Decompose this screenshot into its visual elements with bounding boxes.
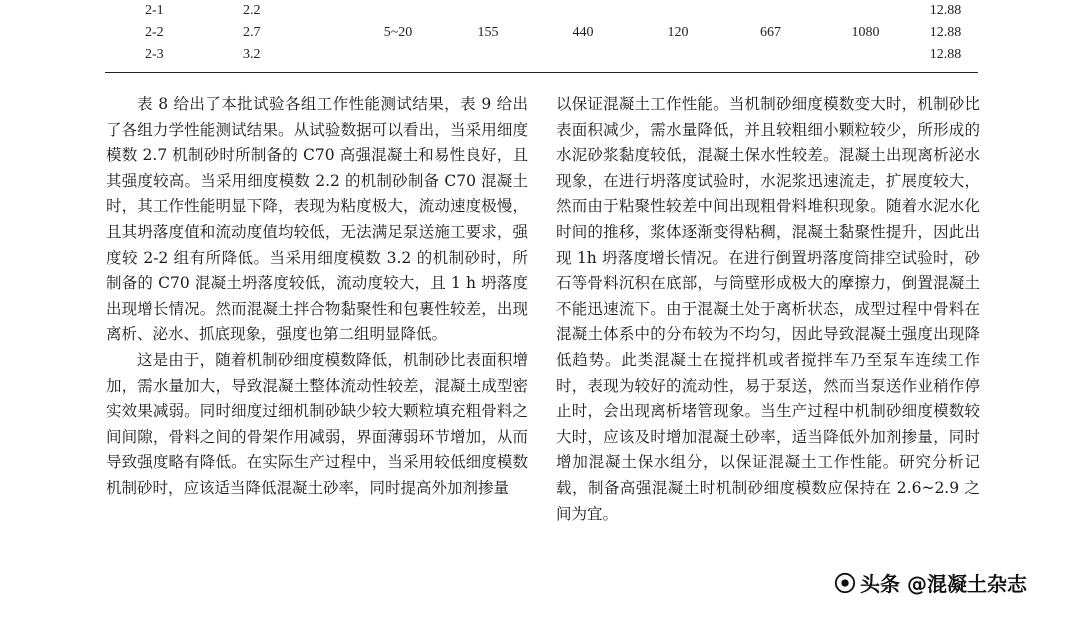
table-cell: 2.7 xyxy=(243,25,261,40)
table-cell xyxy=(818,44,913,66)
table-cell: 12.88 xyxy=(929,25,962,40)
table-cell: 120 xyxy=(667,25,689,40)
left-text-column xyxy=(106,92,528,502)
table-cell xyxy=(533,44,633,66)
paragraph: 以保证混凝土工作性能。当机制砂细度模数变大时，机制砂比表面积减少，需水量降低，并且较粗细小颗粒较少，所形成的水泥砂浆黏度较低，混凝土保水性较差。混凝土出现离析泌水现象，在进行坍落度试验时，水泥浆迅速流走，扩展度较大，然而由于粘聚性较差中间出现粗骨料堆积现象。随着水泥水化时间的推移，浆体逐渐变得粘稠，混凝土黏聚性提升，因此出现 1h 坍落度增长情况。在进行倒置坍落度筒排空试验时，砂石等骨料沉积在底部，与筒壁形成极大的摩擦力，倒置混凝土不能迅速流下。由于混凝土处于离析状态，成型过程中骨料在混凝土体系中的分布较为不均匀，因此导致混凝土强度出现降低趋势。此类混凝土在搅拌机或者搅拌车乃至泵车连续工作时，表现为较好的流动性，易于泵送，然而当泵送作业稍作停止时，会出现离析堵管现象。当生产过程中机制砂细度模数较大时，应该及时增加混凝土砂率，适当降低外加剂掺量，同时增加混凝土保水组分，以保证混凝土工作性能。研究分析记载，制备高强混凝土时机制砂细度模数应保持在 2.6~2.9 之间为宜。 xyxy=(556,95,980,523)
table-cell: 3.2 xyxy=(243,47,261,62)
table-cell xyxy=(633,44,723,66)
table-cell: 2.2 xyxy=(243,3,261,18)
table-row xyxy=(105,44,978,66)
eye-logo-icon xyxy=(834,572,856,594)
watermark xyxy=(834,568,1027,597)
watermark-text: 头条 @混凝土杂志 xyxy=(860,572,1027,596)
data-table-fragment xyxy=(105,0,978,73)
table-cell: 12.88 xyxy=(929,47,962,62)
table-cell xyxy=(723,44,818,66)
table-body xyxy=(105,0,978,66)
table-cell xyxy=(633,0,723,22)
table-row xyxy=(105,22,978,44)
table-cell: 440 xyxy=(572,25,594,40)
table-cell xyxy=(818,0,913,22)
table-cell: 155 xyxy=(477,25,499,40)
table-cell xyxy=(723,0,818,22)
table-cell xyxy=(443,0,533,22)
table-row xyxy=(105,0,978,22)
table-cell xyxy=(533,0,633,22)
right-text-column xyxy=(556,92,980,527)
table-cell: 12.88 xyxy=(929,3,962,18)
table-cell: 2-2 xyxy=(145,25,164,40)
table-cell xyxy=(353,44,443,66)
paragraph: 表 8 给出了本批试验各组工作性能测试结果，表 9 给出了各组力学性能测试结果。从试验数据可以看出，当采用细度模数 2.7 机制砂时所制备的 C70 高强混凝土和易性良好，且其强度较高。当采用细度模数 2.2 的机制砂制备 C70 混凝土时，其工作性能明显下降，表现为粘度极大，流动速度极慢，且其坍落度值和流动度值均较低，无法满足泵送施工要求，强度较 2-2 组有所降低。当采用细度模数 3.2 的机制砂时，所制备的 C70 混凝土坍落度较低，流动度较大，且 1 h 坍落度出现增长情况。然而混凝土拌合物黏聚性和包裹性较差，出现离析、泌水、抓底现象，强度也第二组明显降低。 xyxy=(106,95,528,344)
table-cell: 2-3 xyxy=(145,47,164,62)
table-cell: 5~20 xyxy=(383,25,413,40)
table-cell xyxy=(443,44,533,66)
table-cell: 667 xyxy=(760,25,781,40)
table-cell xyxy=(353,0,443,22)
paragraph: 这是由于，随着机制砂细度模数降低，机制砂比表面积增加，需水量加大，导致混凝土整体流动性较差，混凝土成型密实效果减弱。同时细度过细机制砂缺少较大颗粒填充粗骨料之间间隙，骨料之间的骨架作用减弱，界面薄弱环节增加，从而导致强度略有降低。在实际生产过程中，当采用较低细度模数机制砂时，应该适当降低混凝土砂率，同时提高外加剂掺量 xyxy=(106,350,528,497)
table-cell: 1080 xyxy=(851,25,880,40)
table-cell: 2-1 xyxy=(145,3,164,18)
